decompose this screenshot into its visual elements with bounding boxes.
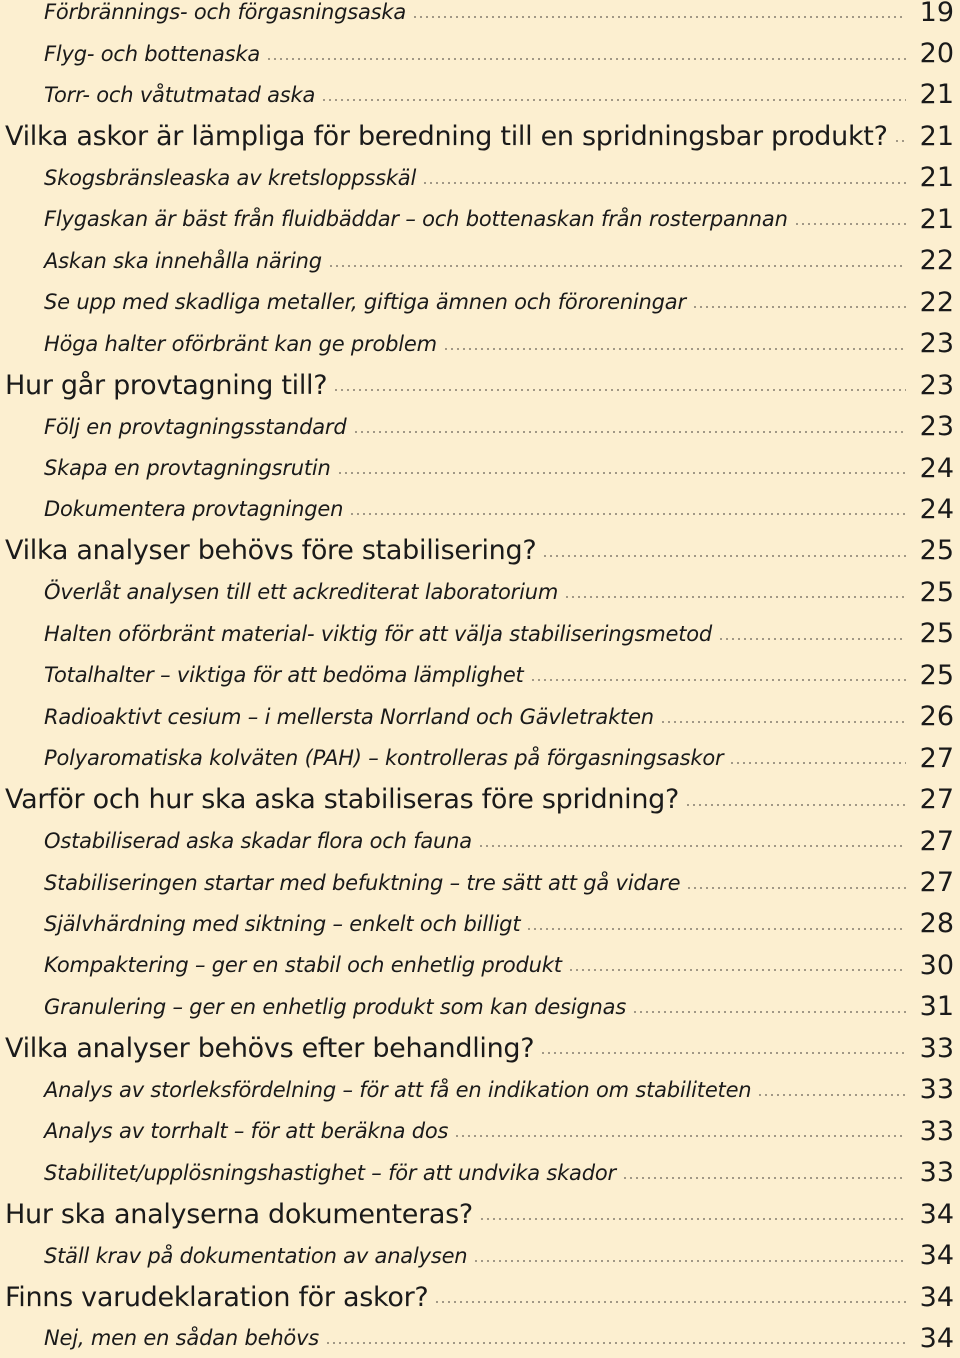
- toc-page-number: 27: [919, 867, 954, 898]
- toc-page-number: 24: [919, 493, 954, 525]
- toc-section-entry[interactable]: [0, 821, 960, 861]
- toc-entry-title: Ostabiliserad aska skadar flora och fauna: [44, 829, 472, 853]
- toc-page-number: 21: [919, 79, 954, 111]
- toc-page-number: 25: [919, 535, 954, 567]
- toc-section-entry[interactable]: [0, 655, 960, 695]
- toc-page-number: 27: [919, 825, 954, 857]
- toc-section-entry[interactable]: [0, 158, 960, 198]
- toc-chapter-entry[interactable]: [0, 365, 960, 405]
- toc-section-entry[interactable]: [0, 697, 960, 737]
- toc-entry-title: Överlåt analysen till ett ackrediterat laboratorium: [44, 580, 559, 605]
- toc-page-number: 19: [919, 0, 954, 28]
- toc-section-entry[interactable]: [0, 614, 960, 654]
- toc-entry-title: Polyaromatiska kolväten (PAH) – kontrolleras på förgasningsaskor: [44, 746, 724, 771]
- toc-entry-title: Dokumentera provtagningen: [44, 497, 344, 522]
- dot-leader: [353, 431, 907, 433]
- dot-leader: [660, 721, 906, 723]
- toc-entry-title: Ställ krav på dokumentation av analysen: [44, 1243, 468, 1268]
- dot-leader: [337, 472, 906, 474]
- dot-leader: [321, 99, 906, 101]
- dot-leader: [325, 1342, 906, 1344]
- toc-chapter-entry[interactable]: [0, 1194, 960, 1234]
- toc-chapter-entry[interactable]: [0, 780, 960, 820]
- toc-entry-title: Flygaskan är bäst från fluidbäddar – och bottenaskan från rosterpannan: [44, 207, 788, 232]
- toc-section-entry[interactable]: [0, 489, 960, 529]
- toc-chapter-entry[interactable]: [0, 1028, 960, 1068]
- toc-entry-title: Torr- och våtutmatad aska: [44, 82, 316, 107]
- dot-leader: [266, 58, 906, 60]
- toc-page-number: 21: [919, 162, 954, 194]
- dot-leader: [473, 1260, 906, 1262]
- toc-section-entry[interactable]: [0, 863, 960, 903]
- toc-section-entry[interactable]: [0, 1111, 960, 1151]
- dot-leader: [757, 1094, 906, 1096]
- toc-page-number: 34: [919, 1281, 954, 1313]
- toc-page-number: 25: [919, 576, 954, 608]
- toc-entry-title: Hur går provtagning till?: [5, 369, 328, 401]
- toc-entry-title: Nej, men en sådan behövs: [44, 1326, 320, 1351]
- toc-entry-title: Granulering – ger en enhetlig produkt som kan designas: [44, 994, 627, 1019]
- dot-leader: [718, 638, 906, 640]
- toc-page-number: 34: [919, 1322, 954, 1354]
- toc-page-number: 25: [919, 659, 954, 691]
- toc-page-number: 33: [919, 1074, 954, 1106]
- toc-page-number: 21: [919, 203, 954, 235]
- toc-page-number: 28: [919, 908, 954, 940]
- dot-leader: [686, 887, 906, 889]
- dot-leader: [622, 1177, 906, 1179]
- dot-leader: [632, 1011, 906, 1013]
- toc-section-entry[interactable]: [0, 1153, 960, 1193]
- toc-entry-title: Askan ska innehålla näring: [44, 248, 322, 273]
- toc-section-entry[interactable]: [0, 987, 960, 1027]
- toc-page-number: 21: [919, 120, 954, 152]
- toc-page-number: 27: [919, 742, 954, 774]
- toc-page-number: 27: [919, 784, 954, 816]
- toc-page-number: 26: [919, 701, 954, 733]
- dot-leader: [794, 223, 906, 225]
- toc-section-entry[interactable]: [0, 199, 960, 239]
- dot-leader: [412, 16, 906, 18]
- toc-section-entry[interactable]: [0, 34, 960, 74]
- toc-entry-title: Analys av torrhalt – för att beräkna dos: [44, 1119, 449, 1144]
- toc-chapter-entry[interactable]: [0, 1277, 960, 1317]
- toc-entry-title: Radioaktivt cesium – i mellersta Norrland och Gävletrakten: [44, 704, 654, 729]
- toc-page-number: 33: [919, 1115, 954, 1147]
- toc-section-entry[interactable]: [0, 241, 960, 281]
- toc-section-entry[interactable]: [0, 407, 960, 447]
- dot-leader: [564, 596, 906, 598]
- dot-leader: [422, 182, 906, 184]
- toc-section-entry[interactable]: [0, 738, 960, 778]
- dot-leader: [692, 306, 906, 308]
- toc-section-entry[interactable]: [0, 324, 960, 364]
- toc-entry-title: Stabilitet/upplösningshastighet – för att undvika skador: [44, 1160, 616, 1185]
- dot-leader: [540, 1052, 906, 1054]
- toc-page-number: 34: [919, 1240, 954, 1271]
- dot-leader: [443, 348, 906, 350]
- dot-leader: [542, 555, 906, 557]
- toc-page-number: 34: [919, 1198, 954, 1230]
- toc-section-entry[interactable]: [0, 75, 960, 115]
- dot-leader: [479, 1218, 906, 1220]
- toc-entry-title: Skogsbränsleaska av kretsloppsskäl: [44, 165, 417, 190]
- toc-page-number: 22: [919, 245, 954, 277]
- toc-entry-title: Vilka analyser behövs efter behandling?: [5, 1032, 535, 1064]
- toc-page-number: 30: [919, 949, 954, 981]
- toc-entry-title: Förbrännings- och förgasningsaska: [44, 0, 407, 24]
- toc-entry-title: Kompaktering – ger en stabil och enhetlig produkt: [44, 953, 562, 978]
- dot-leader: [328, 265, 906, 267]
- toc-entry-title: Halten oförbränt material- viktig för att välja stabiliseringsmetod: [44, 621, 713, 646]
- dot-leader: [530, 679, 906, 681]
- toc-section-entry[interactable]: [0, 1236, 960, 1276]
- toc-entry-title: Höga halter oförbränt kan ge problem: [44, 331, 437, 356]
- toc-page-number: 23: [919, 369, 954, 401]
- toc-entry-title: Självhärdning med siktning – enkelt och billigt: [44, 911, 521, 936]
- dot-leader: [434, 1301, 906, 1303]
- toc-page-number: 33: [919, 1032, 954, 1064]
- dot-leader: [568, 969, 906, 971]
- toc-page-number: 23: [919, 411, 954, 442]
- toc-page-number: 31: [919, 991, 954, 1023]
- toc-entry-title: Flyg- och bottenaska: [44, 41, 261, 66]
- toc-page-number: 24: [919, 452, 954, 484]
- toc-section-entry[interactable]: [0, 0, 960, 32]
- toc-section-entry[interactable]: [0, 1318, 960, 1358]
- toc-entry-title: Varför och hur ska aska stabiliseras före spridning?: [5, 784, 680, 816]
- toc-section-entry[interactable]: [0, 448, 960, 488]
- toc-section-entry[interactable]: [0, 945, 960, 985]
- dot-leader: [729, 762, 906, 764]
- dot-leader: [454, 1135, 906, 1137]
- toc-page-number: 23: [919, 328, 954, 360]
- toc-entry-title: Stabiliseringen startar med befuktning – tre sätt att gå vidare: [44, 870, 681, 895]
- toc-section-entry[interactable]: [0, 1070, 960, 1110]
- dot-leader: [526, 928, 906, 930]
- toc-entry-title: Se upp med skadliga metaller, giftiga ämnen och föroreningar: [44, 290, 686, 315]
- toc-entry-title: Vilka askor är lämpliga för beredning till en spridningsbar produkt?: [5, 120, 888, 152]
- toc-section-entry[interactable]: [0, 572, 960, 612]
- toc-entry-title: Analys av storleksfördelning – för att få en indikation om stabiliteten: [44, 1077, 752, 1102]
- toc-page-number: 20: [919, 38, 954, 69]
- toc-chapter-entry[interactable]: [0, 116, 960, 156]
- dot-leader: [894, 140, 906, 142]
- toc-page-number: 25: [919, 618, 954, 650]
- toc-section-entry[interactable]: [0, 282, 960, 322]
- dot-leader: [685, 804, 906, 806]
- toc-entry-title: Hur ska analyserna dokumenteras?: [5, 1198, 473, 1230]
- toc-entry-title: Skapa en provtagningsrutin: [44, 456, 331, 480]
- toc-chapter-entry[interactable]: [0, 531, 960, 571]
- dot-leader: [478, 845, 906, 847]
- dot-leader: [333, 389, 906, 391]
- dot-leader: [349, 513, 906, 515]
- toc-section-entry[interactable]: [0, 904, 960, 944]
- toc-entry-title: Totalhalter – viktiga för att bedöma lämplighet: [44, 663, 524, 688]
- toc-page-number: 33: [919, 1157, 954, 1189]
- toc-page-number: 22: [919, 286, 954, 318]
- toc-entry-title: Vilka analyser behövs före stabilisering?: [5, 535, 537, 567]
- toc-entry-title: Finns varudeklaration för askor?: [5, 1281, 429, 1313]
- toc-entry-title: Följ en provtagningsstandard: [44, 414, 347, 439]
